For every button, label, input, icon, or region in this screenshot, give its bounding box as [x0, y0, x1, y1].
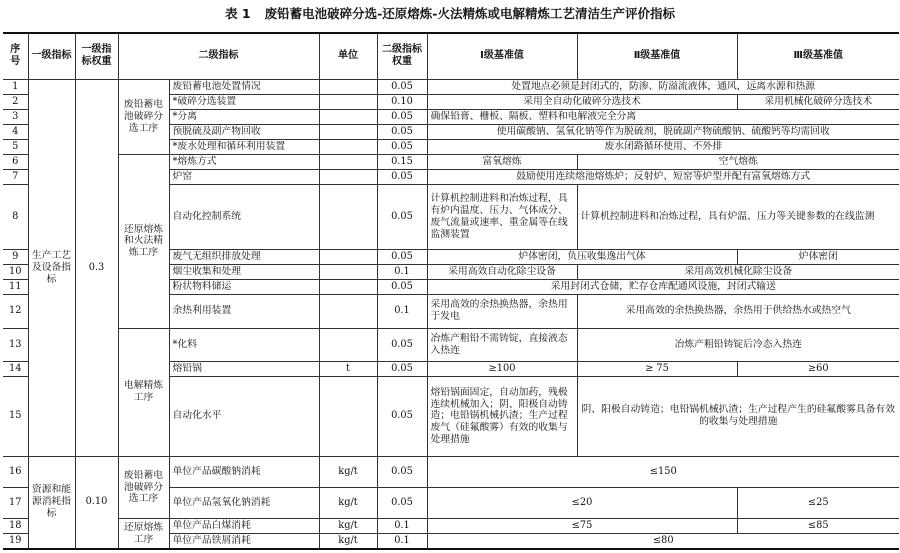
- header-level3: Ⅲ级基准值: [737, 33, 899, 79]
- benchmark-value: 处置地点必须是封闭式的，防渗、防溢流液体，通风，远离水源和热源: [427, 79, 899, 94]
- table-row: [3, 456, 899, 487]
- benchmark-value: 使用碳酸钠、氢氧化钠等作为脱硫剂，脱硫副产物硫酸钠、硫酸钙等均需回收: [427, 125, 899, 140]
- indicator-name: *化料: [169, 328, 319, 361]
- row-number: 1: [3, 79, 28, 94]
- group-production-name: 生产工艺及设备指标: [28, 79, 75, 456]
- process-electrolytic-refining: 电解精炼工序: [118, 328, 169, 456]
- row-number: 13: [3, 328, 28, 361]
- row-number: 9: [3, 249, 28, 264]
- header-second-indicator: 二级指标: [118, 33, 319, 79]
- row-number: 2: [3, 94, 28, 109]
- indicator-weight: 0.05: [377, 377, 427, 457]
- indicator-name: 粉状物料储运: [169, 280, 319, 295]
- indicator-unit: [319, 265, 377, 280]
- benchmark-value-level3: ≤85: [737, 519, 899, 534]
- indicator-unit: [319, 185, 377, 250]
- header-row: [3, 33, 899, 79]
- benchmark-value-level1-2: 炉体密闭，负压收集逸出气体: [427, 249, 737, 264]
- benchmark-value-level2-3: 冶炼产粗铅铸锭后冷态入热连: [577, 328, 899, 361]
- row-number: 18: [3, 519, 28, 534]
- benchmark-value-level1: 富氧熔炼: [427, 155, 577, 170]
- row-number: 15: [3, 377, 28, 457]
- indicator-weight: 0.05: [377, 328, 427, 361]
- indicator-weight: 0.05: [377, 79, 427, 94]
- header-level2: Ⅱ级基准值: [577, 33, 737, 79]
- benchmark-value: ≤150: [427, 456, 899, 487]
- benchmark-value-level2-3: 计算机控制进料和冶炼过程，具有炉温、压力等关键参数的在线监测: [577, 185, 899, 250]
- indicator-unit: t: [319, 362, 377, 377]
- indicator-weight: 0.1: [377, 295, 427, 328]
- indicator-unit: [319, 140, 377, 155]
- benchmark-value: 鼓励使用连续熔池熔炼炉；反射炉、短窑等炉型并配有富氧熔炼方式: [427, 170, 899, 185]
- table-number: 表 1: [225, 6, 251, 21]
- indicator-unit: [319, 94, 377, 109]
- indicator-weight: 0.05: [377, 125, 427, 140]
- indicator-name: 余热利用装置: [169, 295, 319, 328]
- row-number: 6: [3, 155, 28, 170]
- indicator-unit: [319, 328, 377, 361]
- row-number: 5: [3, 140, 28, 155]
- benchmark-value-level2-3: 阴、阳极自动铸造；电铅锅机械扒渣；生产过程产生的硅氟酸雾具备有效的收集与处理措施: [577, 377, 899, 457]
- indicator-weight: 0.1: [377, 265, 427, 280]
- indicator-weight: 0.05: [377, 249, 427, 264]
- indicator-name: 单位产品白煤消耗: [169, 519, 319, 534]
- indicator-unit: kg/t: [319, 519, 377, 534]
- indicator-unit: [319, 109, 377, 124]
- benchmark-value: ≤80: [427, 534, 899, 549]
- row-number: 16: [3, 456, 28, 487]
- benchmark-value-level1-2: ≤20: [427, 488, 737, 519]
- table-row: [3, 328, 899, 361]
- indicator-name: 单位产品碳酸钠消耗: [169, 456, 319, 487]
- benchmark-value-level1-2: ≤75: [427, 519, 737, 534]
- indicator-name: *熔炼方式: [169, 155, 319, 170]
- indicator-unit: kg/t: [319, 488, 377, 519]
- row-number: 3: [3, 109, 28, 124]
- row-number: 19: [3, 534, 28, 549]
- header-seq: 序号: [3, 33, 28, 79]
- benchmark-value-level3: 炉体密闭: [737, 249, 899, 264]
- indicator-unit: [319, 295, 377, 328]
- evaluation-table: [3, 32, 899, 550]
- indicator-weight: 0.1: [377, 534, 427, 549]
- group-resource-weight: 0.10: [75, 456, 118, 549]
- benchmark-value-level2-3: 采用高效机械化除尘设备: [577, 265, 899, 280]
- row-number: 17: [3, 488, 28, 519]
- indicator-unit: [319, 79, 377, 94]
- indicator-name: 废铅蓄电池处置情况: [169, 79, 319, 94]
- indicator-weight: 0.05: [377, 280, 427, 295]
- row-number: 8: [3, 185, 28, 250]
- header-level1: Ⅰ级基准值: [427, 33, 577, 79]
- row-number: 7: [3, 170, 28, 185]
- benchmark-value-level2: ≥ 75: [577, 362, 737, 377]
- benchmark-value: 确保铅膏、栅板、隔板、塑料和电解液完全分离: [427, 109, 899, 124]
- row-number: 11: [3, 280, 28, 295]
- indicator-name: 自动化控制系统: [169, 185, 319, 250]
- row-number: 12: [3, 295, 28, 328]
- indicator-name: *废水处理和循环利用装置: [169, 140, 319, 155]
- benchmark-value-level3: ≥60: [737, 362, 899, 377]
- indicator-name: 废气无组织排放处理: [169, 249, 319, 264]
- benchmark-value-level1: 冶炼产粗铅不需铸锭，直接液态入热连: [427, 328, 577, 361]
- group-production-weight: 0.3: [75, 79, 118, 456]
- indicator-weight: 0.15: [377, 155, 427, 170]
- benchmark-value-level1: 计算机控制进料和冶炼过程，具有炉内温度、压力、气体成分、废气流量或速率、重金属等在线监测装置: [427, 185, 577, 250]
- row-number: 10: [3, 265, 28, 280]
- indicator-weight: 0.05: [377, 488, 427, 519]
- table-title: 废铅蓄电池破碎分选-还原熔炼-火法精炼或电解精炼工艺清洁生产评价指标: [264, 6, 675, 21]
- header-first-indicator: 一级指标: [28, 33, 75, 79]
- indicator-weight: 0.05: [377, 109, 427, 124]
- indicator-name: 烟尘收集和处理: [169, 265, 319, 280]
- indicator-name: 熔铅锅: [169, 362, 319, 377]
- indicator-name: 预脱硫及副产物回收: [169, 125, 319, 140]
- indicator-unit: [319, 170, 377, 185]
- indicator-name: *破碎分选装置: [169, 94, 319, 109]
- indicator-weight: 0.05: [377, 170, 427, 185]
- table-caption: [0, 4, 900, 22]
- benchmark-value: 采用封闭式仓储，贮存仓库配通风设施，封闭式输送: [427, 280, 899, 295]
- process-crushing-sorting: 废铅蓄电池破碎分选工序: [118, 79, 169, 154]
- benchmark-value-level1: 熔铅锅面固定，自动加药，残极连续机械加入；阴、阳极自动铸造；电铅锅机械扒渣；生产过程废气（硅氟酸雾）有效的收集与处理措施: [427, 377, 577, 457]
- header-unit: 单位: [319, 33, 377, 79]
- benchmark-value-level1: 采用高效的余热换热器，余热用于发电: [427, 295, 577, 328]
- indicator-name: 单位产品铁屑消耗: [169, 534, 319, 549]
- indicator-unit: [319, 249, 377, 264]
- benchmark-value: 废水闭路循环使用、不外排: [427, 140, 899, 155]
- benchmark-value-level3: ≤25: [737, 488, 899, 519]
- indicator-unit: [319, 125, 377, 140]
- indicator-weight: 0.05: [377, 140, 427, 155]
- benchmark-value-level1: ≥100: [427, 362, 577, 377]
- indicator-weight: 0.05: [377, 456, 427, 487]
- benchmark-value-level2-3: 空气熔炼: [577, 155, 899, 170]
- table-row: [3, 155, 899, 170]
- indicator-unit: kg/t: [319, 456, 377, 487]
- indicator-name: 炉窑: [169, 170, 319, 185]
- benchmark-value-level2-3: 采用高效的余热换热器，余热用于供给热水或热空气: [577, 295, 899, 328]
- indicator-weight: 0.05: [377, 362, 427, 377]
- row-number: 14: [3, 362, 28, 377]
- benchmark-value-level1: 采用高效自动化除尘设备: [427, 265, 577, 280]
- indicator-unit: [319, 155, 377, 170]
- table-row: [3, 519, 899, 534]
- group-resource-name: 资源和能源消耗指标: [28, 456, 75, 549]
- indicator-unit: [319, 280, 377, 295]
- indicator-weight: 0.1: [377, 519, 427, 534]
- indicator-name: 自动化水平: [169, 377, 319, 457]
- header-second-weight: 二级指标权重: [377, 33, 427, 79]
- row-number: 4: [3, 125, 28, 140]
- table-row: [3, 79, 899, 94]
- header-first-weight: 一级指标权重: [75, 33, 118, 79]
- indicator-unit: [319, 377, 377, 457]
- indicator-weight: 0.05: [377, 185, 427, 250]
- process-reduction-smelting-consumption: 还原熔炼工序: [118, 519, 169, 549]
- indicator-weight: 0.10: [377, 94, 427, 109]
- indicator-name: 单位产品氢氧化钠消耗: [169, 488, 319, 519]
- benchmark-value-level3: 采用机械化破碎分选技术: [737, 94, 899, 109]
- process-reduction-smelting: 还原熔炼和火法精炼工序: [118, 155, 169, 328]
- process-crushing-sorting-consumption: 废铅蓄电池破碎分选工序: [118, 456, 169, 518]
- indicator-unit: kg/t: [319, 534, 377, 549]
- indicator-name: *分离: [169, 109, 319, 124]
- benchmark-value-level1-2: 采用全自动化破碎分选技术: [427, 94, 737, 109]
